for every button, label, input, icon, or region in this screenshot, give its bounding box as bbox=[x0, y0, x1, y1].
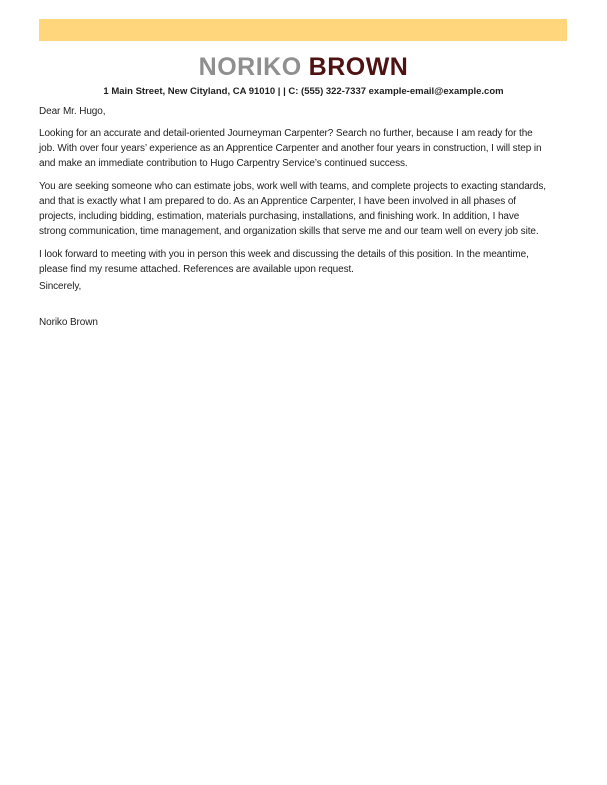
letter-body bbox=[39, 104, 569, 330]
paragraph-line: strong communication, time management, and organization skills that serve me and our team well on every job site. bbox=[39, 226, 539, 237]
paragraph-line: and make an immediate contribution to Hugo Carpentry Service’s continued success. bbox=[39, 158, 408, 169]
salutation: Dear Mr. Hugo, bbox=[39, 106, 106, 117]
paragraph-line: projects, including bidding, estimation, materials purchasing, installations, and finishing work. In addition, I have bbox=[39, 211, 520, 222]
signature-name: Noriko Brown bbox=[39, 317, 98, 328]
contact-line: 1 Main Street, New Cityland, CA 91010 | | C: (555) 322-7337 example-email@example.com bbox=[103, 86, 504, 97]
header-accent-bar bbox=[39, 19, 567, 41]
paragraph bbox=[39, 126, 569, 171]
paragraph-line: You are seeking someone who can estimate jobs, work well with teams, and complete projects to exacting standards, bbox=[39, 181, 546, 192]
last-name: BROWN bbox=[308, 53, 409, 81]
paragraph-line: please find my resume attached. References are available upon request. bbox=[39, 264, 354, 275]
paragraph bbox=[39, 247, 569, 277]
paragraph-line: and that is exactly what I am prepared to do. As an Apprentice Carpenter, I have been involved in all phases of bbox=[39, 196, 516, 207]
paragraph bbox=[39, 179, 569, 239]
paragraph-line: Looking for an accurate and detail-oriented Journeyman Carpenter? Search no further, because I am ready for the bbox=[39, 128, 533, 139]
first-name: NORIKO bbox=[198, 53, 302, 81]
closing: Sincerely, bbox=[39, 281, 82, 292]
name-heading bbox=[0, 53, 607, 81]
paragraph-line: job. With over four years’ experience as an Apprentice Carpenter and another four years in construction, I will step in bbox=[39, 143, 542, 154]
paragraph-line: I look forward to meeting with you in person this week and discussing the details of this position. In the meantime, bbox=[39, 249, 529, 260]
